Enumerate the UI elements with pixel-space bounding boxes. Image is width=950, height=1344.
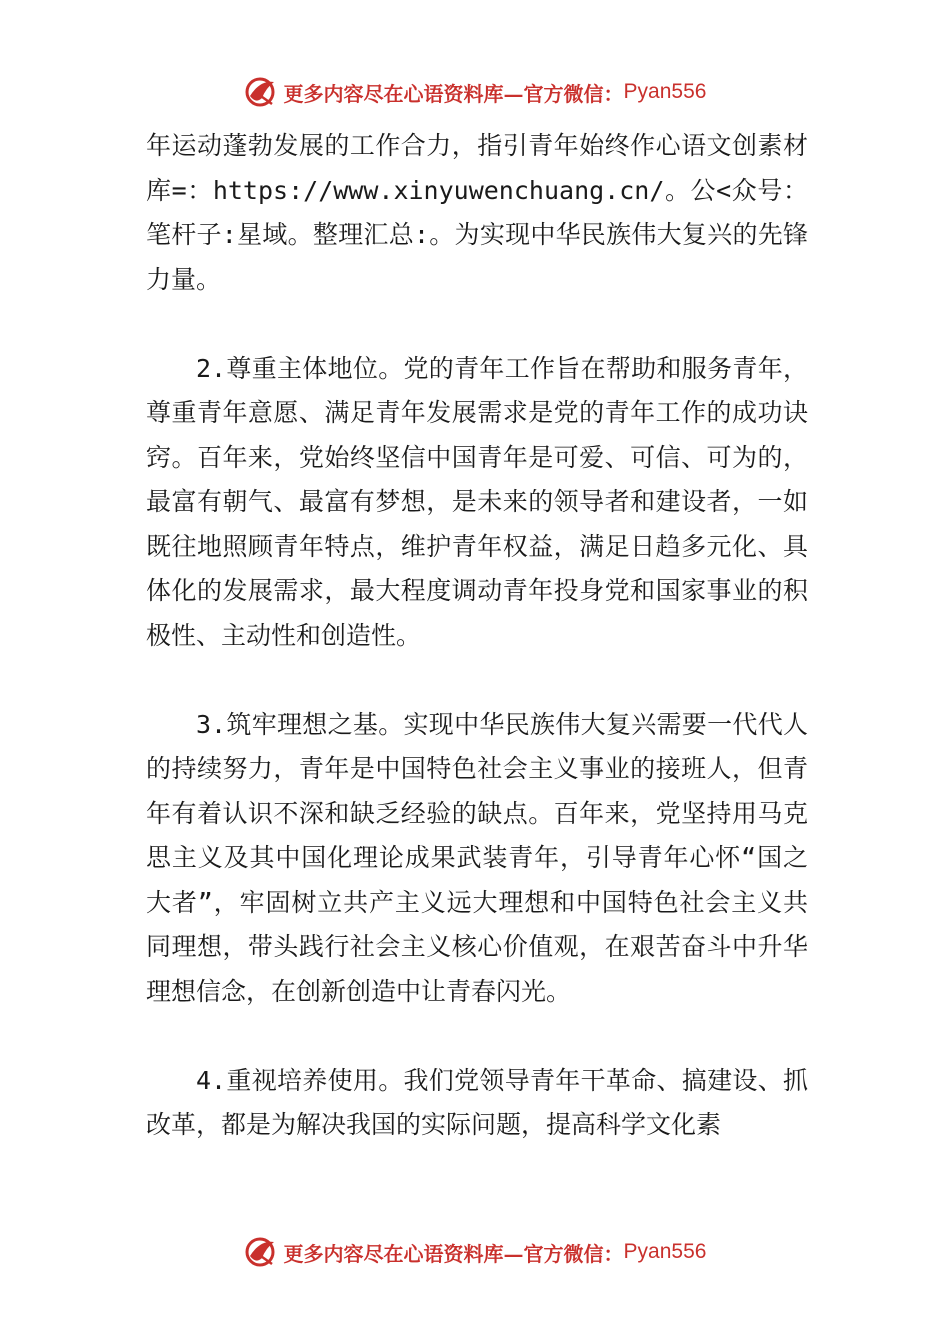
header-banner bbox=[0, 72, 950, 112]
paragraph-3: 3.筑牢理想之基。实现中华民族伟大复兴需要一代代人的持续努力，青年是中国特色社会主义事业的接班人，但青年有着认识不深和缺乏经验的缺点。百年来，党坚持用马克思主义及其中国化理论成果武装青年，引导青年心怀“国之大者”，牢固树立共产主义远大理想和中国特色社会主义共同理想，带头践行社会主义核心价值观，在艰苦奋斗中升华理想信念，在创新创造中让青春闪光。 bbox=[146, 709, 808, 1006]
header-wechat-id: Pyan556 bbox=[623, 80, 707, 103]
brand-logo-icon bbox=[244, 1234, 280, 1270]
footer-tagline: 更多内容尽在心语资料库— bbox=[283, 1241, 524, 1266]
footer-wechat-label: 官方微信： bbox=[523, 1241, 624, 1266]
footer-banner bbox=[0, 1232, 950, 1272]
header-tagline: 更多内容尽在心语资料库— bbox=[283, 81, 524, 106]
document-body bbox=[146, 124, 808, 1148]
paragraph-1: 年运动蓬勃发展的工作合力，指引青年始终作心语文创素材库=：https://www.xinyuwenchuang.cn/。公<众号：笔杆子:星域。整理汇总:。为实现中华民族伟大复兴的先锋力量。 bbox=[146, 131, 808, 294]
paragraph-2: 2.尊重主体地位。党的青年工作旨在帮助和服务青年，尊重青年意愿、满足青年发展需求是党的青年工作的成功诀窍。百年来，党始终坚信中国青年是可爱、可信、可为的，最富有朝气、最富有梦想，是未来的领导者和建设者，一如既往地照顾青年特点，维护青年权益，满足日趋多元化、具体化的发展需求，最大程度调动青年投身党和国家事业的积极性、主动性和创造性。 bbox=[146, 353, 808, 650]
paragraph-4: 4.重视培养使用。我们党领导青年干革命、搞建设、抓改革，都是为解决我国的实际问题，提高科学文化素 bbox=[146, 1065, 808, 1139]
footer-wechat-id: Pyan556 bbox=[623, 1240, 707, 1263]
paragraph-spacer bbox=[146, 658, 808, 703]
header-wechat-label: 官方微信： bbox=[523, 81, 624, 106]
paragraph-spacer bbox=[146, 302, 808, 347]
paragraph-spacer bbox=[146, 1014, 808, 1059]
brand-logo-icon bbox=[244, 74, 280, 110]
